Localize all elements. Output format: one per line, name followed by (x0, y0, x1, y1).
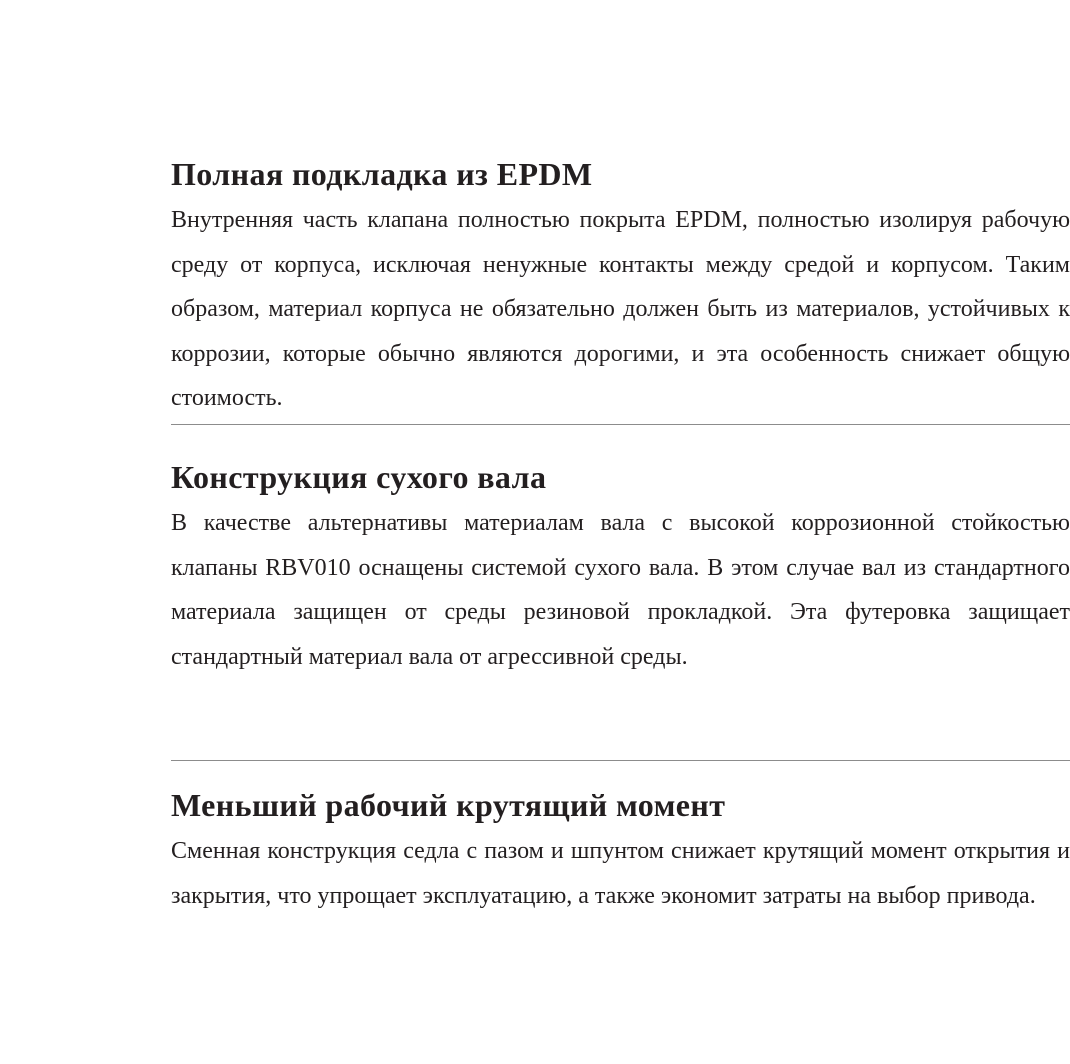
section-text: Внутренняя часть клапана полностью покрыта EPDM, полностью изолируя рабочую среду от корпуса, исключая ненужные контакты между средой и корпусом. Таким образом, материал корпуса не обязательно должен быть из материалов, устойчивых к коррозии, которые обычно являются дорогими, и эта особенность снижает общую стоимость. (171, 207, 1070, 411)
divider (171, 760, 1070, 761)
section-epdm-lining (171, 154, 1070, 421)
section-text: В качестве альтернативы материалам вала с высокой коррозионной стойкостью клапаны RBV010 оснащены системой сухого вала. В этом случае вал из стандартного материала защищен от среды резиновой прокладкой. Эта футеровка защищает стандартный материал вала от агрессивной среды. (171, 510, 1070, 670)
section-title: Полная подкладка из EPDM (171, 156, 593, 192)
section-title: Конструкция сухого вала (171, 459, 547, 495)
section-text: Сменная конструкция седла с пазом и шпунтом снижает крутящий момент открытия и закрытия, что упрощает эксплуатацию, а также экономит затраты на выбор привода. (171, 838, 1070, 909)
section-lower-torque (171, 785, 1070, 918)
section-title: Меньший рабочий крутящий момент (171, 787, 726, 823)
section-dry-shaft (171, 457, 1070, 679)
divider (171, 424, 1070, 425)
